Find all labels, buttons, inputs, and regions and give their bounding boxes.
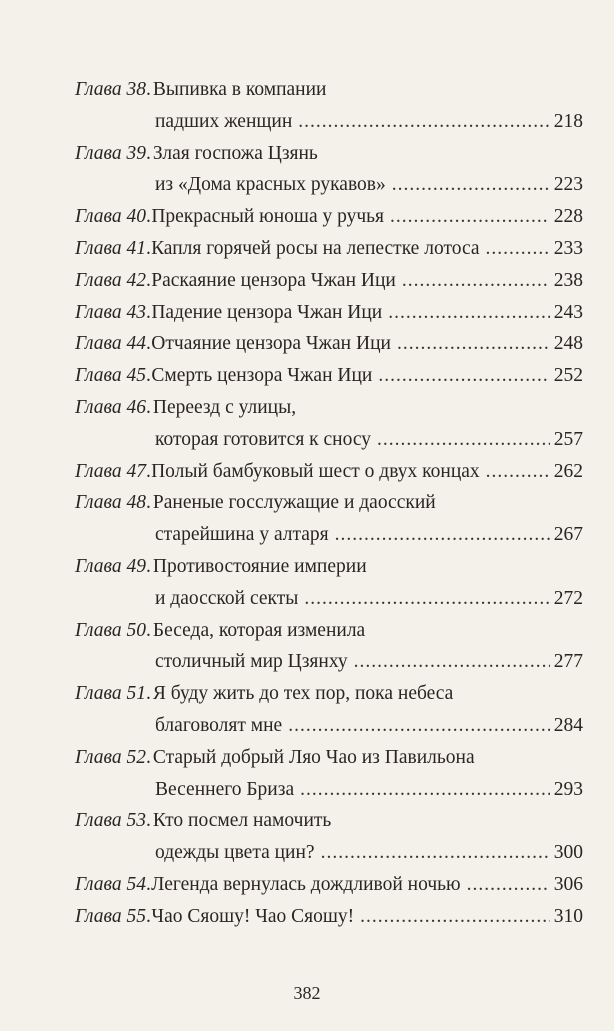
chapter-title: Раненые госслужащие и даосский [152,492,436,514]
toc-entry-line [75,616,583,646]
page-reference: 277 [553,651,583,673]
chapter-label: Глава 46 [75,397,147,418]
chapter-title: падших женщин [155,110,293,132]
leader-dots [360,902,550,932]
leader-dots [377,425,550,455]
page-reference: 300 [553,842,583,864]
chapter-title: Смерть цензора Чжан Ици [151,365,373,387]
toc-entry-line [155,584,583,614]
chapter-title: одежды цвета цин? [155,842,315,864]
chapter-label-period: . [146,905,151,927]
leader-dots [390,202,550,232]
toc-entry-line [75,902,583,932]
chapter-label-period: . [146,79,151,100]
page-reference: 223 [553,174,583,196]
chapter-title: Падение цензора Чжан Ици [151,301,383,323]
toc-entry-line [155,107,583,137]
chapter-label-period: . [146,333,151,355]
toc-entry-line [75,361,583,391]
chapter-title: и даосской секты [155,587,299,609]
chapter-label-period: . [146,206,151,228]
chapter-title: старейшина у алтаря [155,524,329,546]
chapter-label: Глава 38 [75,79,147,100]
chapter-label: Глава 55 [75,905,147,927]
leader-dots [378,361,549,391]
chapter-title: Злая госпожа Цзянь [152,142,318,164]
chapter-title: Беседа, которая изменила [152,619,366,641]
leader-dots [486,457,550,487]
chapter-label: Глава 52 [75,746,147,768]
chapter-label: Глава 53 [75,810,147,832]
page-reference: 228 [553,206,583,228]
chapter-label-period: . [146,142,151,164]
chapter-title: Прекрасный юноша у ручья [151,206,385,228]
leader-dots [298,107,549,137]
page-reference: 284 [553,715,583,736]
toc-entry-line [75,234,583,264]
leader-dots [335,520,550,550]
page-reference: 306 [553,874,583,895]
leader-dots [388,298,550,328]
chapter-label-period: . [146,683,151,705]
chapter-label: Глава 42 [75,269,147,291]
chapter-title: Противостояние империи [152,556,367,577]
chapter-title: Кто посмел намочить [152,810,332,832]
toc-entry-line [155,170,583,200]
chapter-label-period: . [146,365,151,387]
toc-entry-line [75,75,583,105]
toc-entry-line [75,870,583,900]
leader-dots [354,647,550,677]
toc-entry-line [75,139,583,169]
chapter-label: Глава 45 [75,365,147,387]
leader-dots [304,584,549,614]
chapter-title: Старый добрый Ляо Чао из Павильона [152,746,475,768]
page-reference: 243 [553,301,583,323]
toc-entry-line [155,425,583,455]
leader-dots [321,838,550,868]
toc-entry-line [75,457,583,487]
chapter-label-period: . [146,397,151,418]
chapter-title: Чао Сяошу! Чао Сяошу! [151,905,355,927]
chapter-title: из «Дома красных рукавов» [155,174,386,196]
chapter-label: Глава 39 [75,142,147,164]
toc-entry-line [75,329,583,359]
toc-entry-line [75,806,583,836]
toc-entry-line [75,679,583,709]
page-number: 382 [293,983,321,1003]
chapter-title: Капля горячей росы на лепестке лотоса [151,238,480,259]
chapter-label-period: . [146,269,151,291]
leader-dots [288,711,550,741]
chapter-label: Глава 40 [75,206,147,228]
chapter-title: благоволят мне [155,715,283,736]
chapter-label-period: . [146,556,151,577]
page-reference: 252 [553,365,583,387]
chapter-label: Глава 43 [75,301,147,323]
chapter-label-period: . [146,810,151,832]
chapter-label: Глава 49 [75,556,147,577]
chapter-title: столичный мир Цзянху [155,651,348,673]
chapter-title: которая готовится к сносу [155,428,371,450]
chapter-label-period: . [146,460,151,482]
chapter-title: Выпивка в компании [152,79,327,100]
page-reference: 257 [553,428,583,450]
leader-dots [300,775,550,805]
chapter-label: Глава 48 [75,492,147,514]
toc-entry-line [75,393,583,423]
chapter-label-period: . [146,301,151,323]
toc-entry-line [75,298,583,328]
page-reference: 248 [553,333,583,355]
chapter-title: Я буду жить до тех пор, пока небеса [152,683,454,705]
toc-entry-line [75,266,583,296]
toc-entry-line [75,488,583,518]
chapter-title: Раскаяние цензора Чжан Ици [151,269,396,291]
page-reference: 293 [553,778,583,800]
chapter-label-period: . [146,492,151,514]
toc-entry-line [155,775,583,805]
chapter-label: Глава 41 [75,238,147,259]
leader-dots [397,329,550,359]
chapter-title: Легенда вернулась дождливой ночью [151,874,461,895]
chapter-label: Глава 51 [75,683,147,705]
chapter-label-period: . [146,874,151,895]
toc-entry-line [155,520,583,550]
chapter-label-period: . [146,619,151,641]
toc-entry-line [155,647,583,677]
page-reference: 238 [553,269,583,291]
chapter-title: Полый бамбуковый шест о двух концах [151,460,480,482]
chapter-label: Глава 44 [75,333,147,355]
chapter-label: Глава 47 [75,460,147,482]
chapter-title: Переезд с улицы, [152,397,297,418]
page-reference: 262 [553,460,583,482]
leader-dots [392,170,550,200]
page-reference: 310 [553,905,583,927]
page-reference: 267 [553,524,583,546]
chapter-label: Глава 50 [75,619,147,641]
chapter-label-period: . [146,746,151,768]
toc-entry-line [155,711,583,741]
page-reference: 272 [553,587,583,609]
toc-entry-line [75,743,583,773]
toc-entry-line [75,202,583,232]
leader-dots [402,266,550,296]
chapter-title: Отчаяние цензора Чжан Ици [151,333,391,355]
page-reference: 218 [553,110,583,132]
chapter-label-period: . [146,238,151,259]
leader-dots [467,870,550,900]
toc-entry-line [155,838,583,868]
chapter-title: Весеннего Бриза [155,778,295,800]
leader-dots [486,234,550,264]
chapter-label: Глава 54 [75,874,147,895]
page-reference: 233 [553,238,583,259]
toc-entry-line [75,552,583,582]
